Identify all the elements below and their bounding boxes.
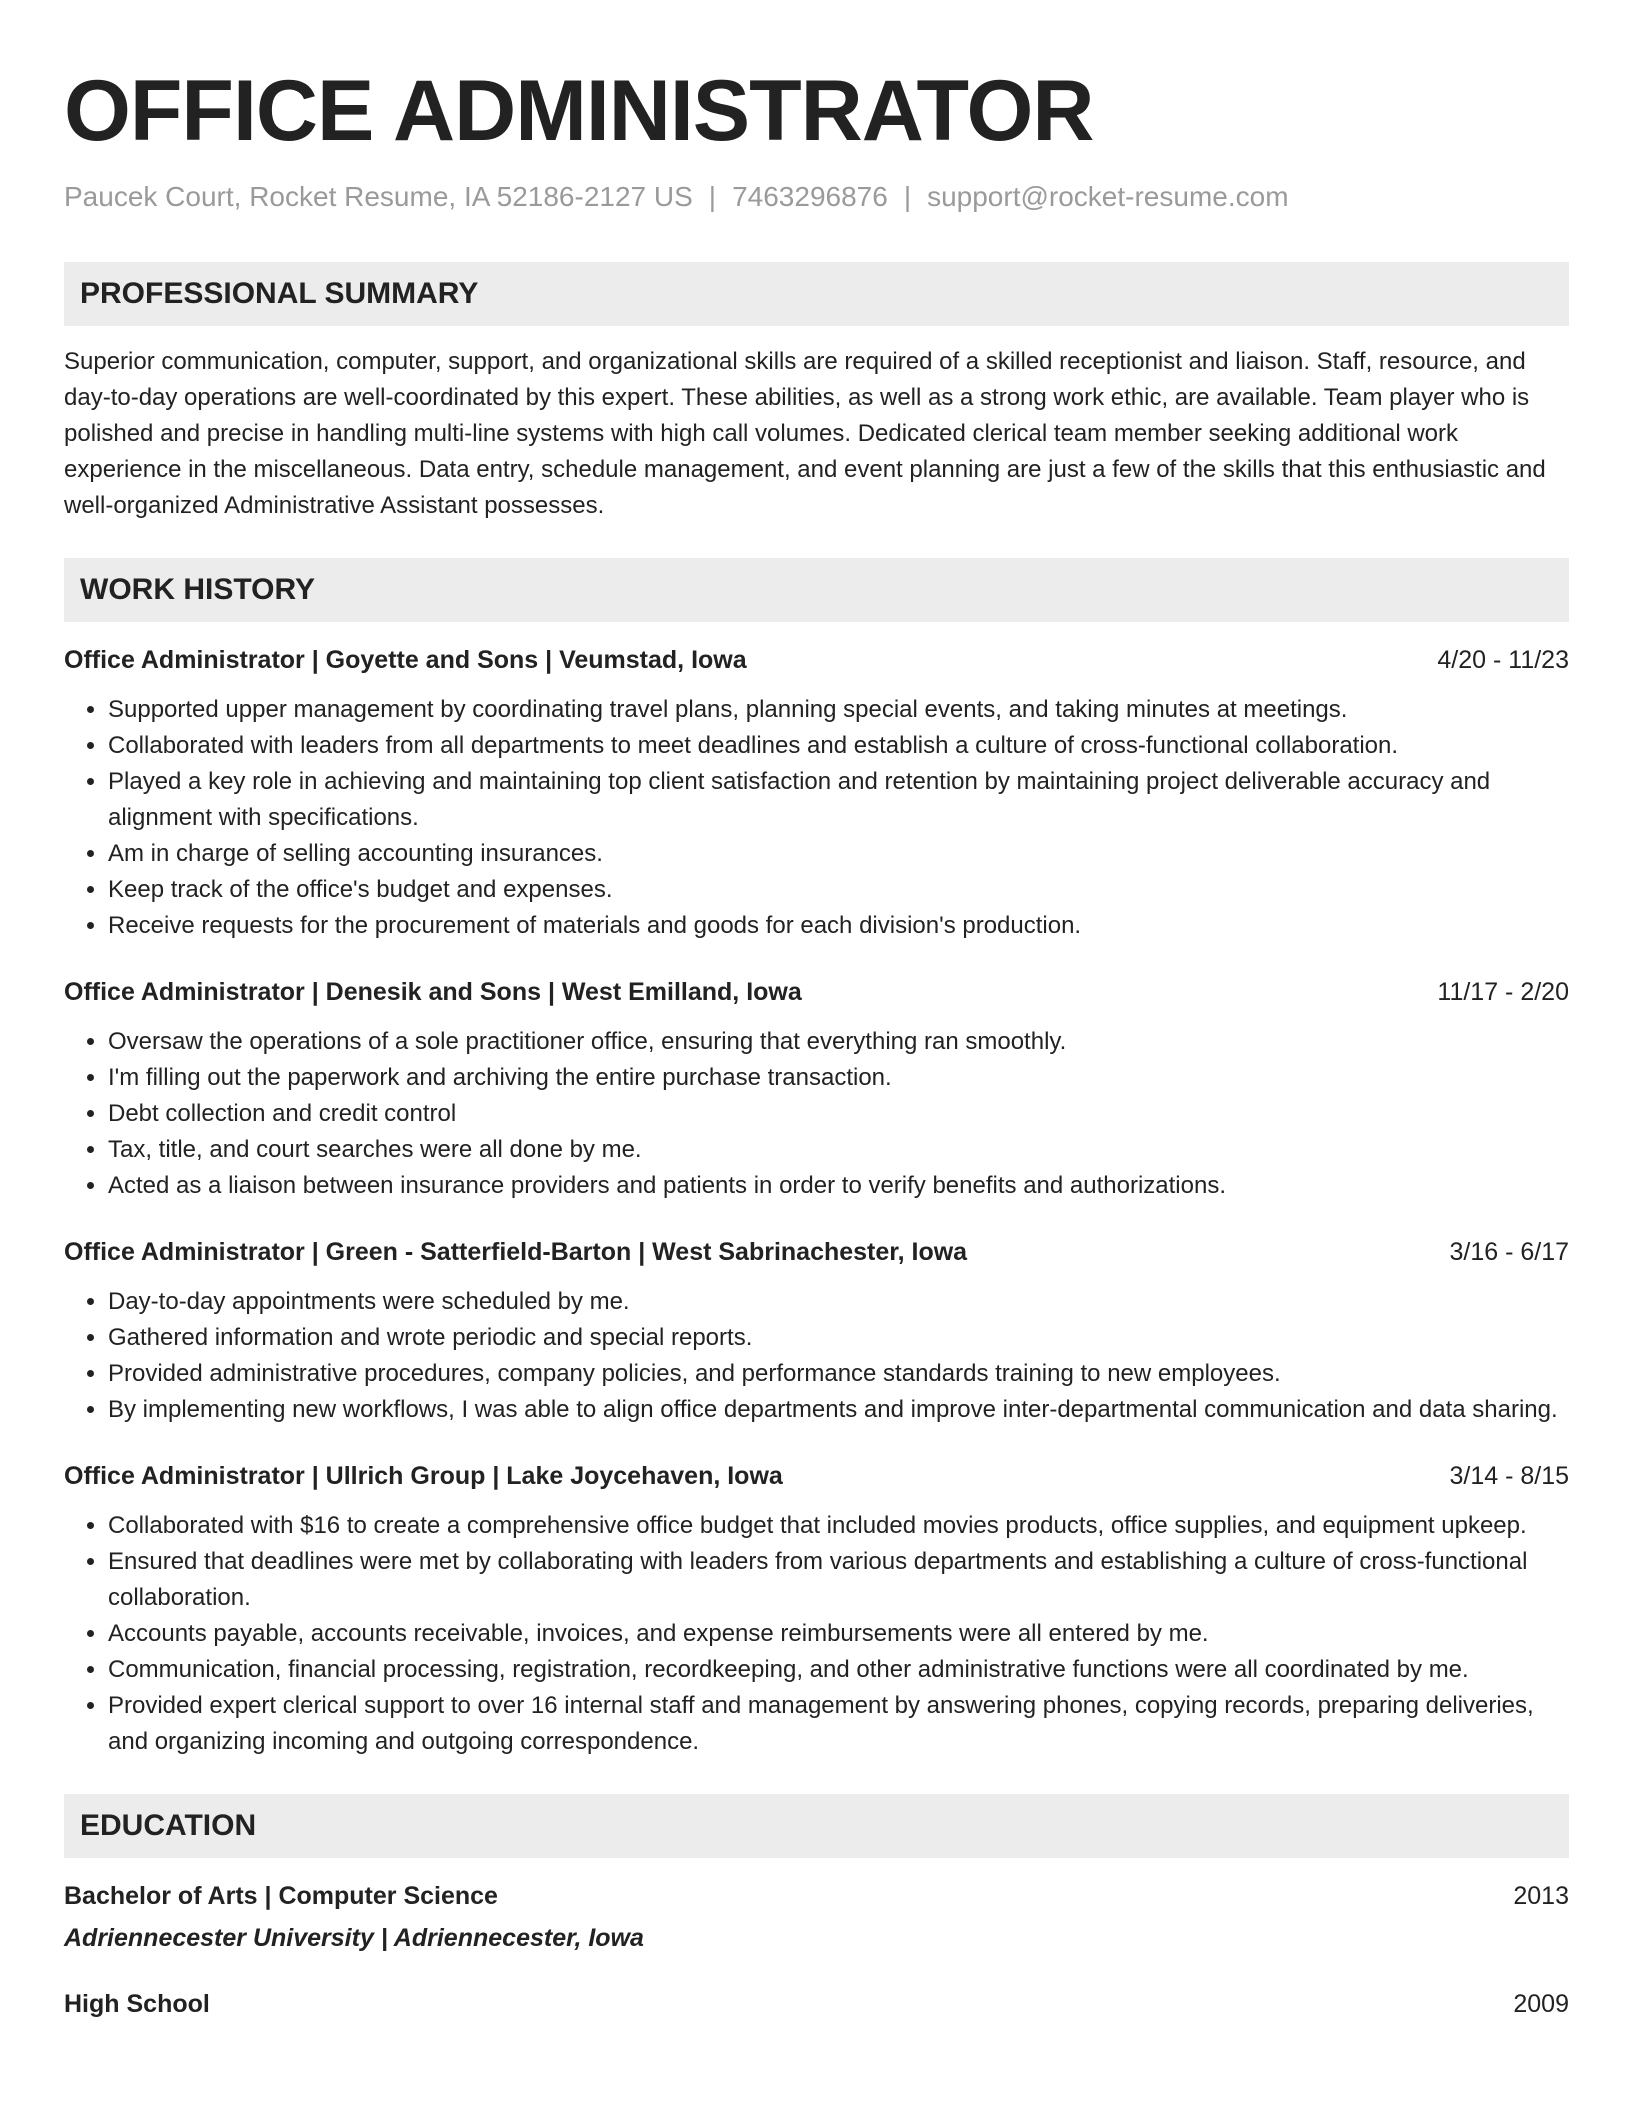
- job-dates: 3/14 - 8/15: [1449, 1461, 1569, 1490]
- bullet-item: • Gathered information and wrote periodic and special reports.: [108, 1320, 1569, 1356]
- bullet-item: • Acted as a liaison between insurance providers and patients in order to verify benefits and authorizations.: [108, 1168, 1569, 1204]
- job-dates: 3/16 - 6/17: [1449, 1237, 1569, 1266]
- section-heading-work-history: WORK HISTORY: [64, 558, 1569, 622]
- bullet-item: • Day-to-day appointments were scheduled by me.: [108, 1284, 1569, 1320]
- contact-phone: 7463296876: [732, 181, 888, 212]
- bullet-item: • Oversaw the operations of a sole practitioner office, ensuring that everything ran smoothly.: [108, 1024, 1569, 1060]
- job-dates: 11/17 - 2/20: [1437, 977, 1569, 1006]
- bullet-item: • Am in charge of selling accounting insurances.: [108, 836, 1569, 872]
- section-heading-summary: PROFESSIONAL SUMMARY: [64, 262, 1569, 326]
- education-header: [64, 1878, 1569, 1914]
- job-header: [64, 1458, 1569, 1494]
- education-entry: [64, 1878, 1569, 1956]
- education-degree: High School: [64, 1989, 210, 2018]
- bullet-item: • I'm filling out the paperwork and archiving the entire purchase transaction.: [108, 1060, 1569, 1096]
- job-bullets: [64, 1284, 1569, 1428]
- bullet-item: • Debt collection and credit control: [108, 1096, 1569, 1132]
- education-degree: Bachelor of Arts | Computer Science: [64, 1881, 498, 1910]
- job-entry: [64, 1234, 1569, 1428]
- job-header: [64, 1234, 1569, 1270]
- job-dates: 4/20 - 11/23: [1437, 645, 1569, 674]
- education-year: 2009: [1513, 1989, 1569, 2018]
- education-school: Adriennecester University | Adriennecester, Iowa: [64, 1923, 644, 1952]
- job-title: Office Administrator | Goyette and Sons | Veumstad, Iowa: [64, 645, 747, 674]
- bullet-item: • Collaborated with $16 to create a comprehensive office budget that included movies products, office supplies, and equipment upkeep.: [108, 1508, 1569, 1544]
- job-header: [64, 642, 1569, 678]
- bullet-item: • Ensured that deadlines were met by collaborating with leaders from various departments and establishing a culture of cross-functional collaboration.: [108, 1544, 1569, 1616]
- bullet-item: • Supported upper management by coordinating travel plans, planning special events, and taking minutes at meetings.: [108, 692, 1569, 728]
- bullet-item: • By implementing new workflows, I was able to align office departments and improve inter-departmental communication and data sharing.: [108, 1392, 1569, 1428]
- job-entry: [64, 974, 1569, 1204]
- section-heading-education: EDUCATION: [64, 1794, 1569, 1858]
- contact-address: Paucek Court, Rocket Resume, IA 52186-2127 US: [64, 181, 693, 212]
- education-entry: [64, 1986, 1569, 2022]
- bullet-item: • Keep track of the office's budget and expenses.: [108, 872, 1569, 908]
- bullet-item: • Provided administrative procedures, company policies, and performance standards training to new employees.: [108, 1356, 1569, 1392]
- bullet-item: • Played a key role in achieving and maintaining top client satisfaction and retention by maintaining project deliverable accuracy and alignment with specifications.: [108, 764, 1569, 836]
- contact-email: support@rocket-resume.com: [927, 181, 1289, 212]
- job-entry: [64, 1458, 1569, 1760]
- job-bullets: [64, 1508, 1569, 1760]
- job-entry: [64, 642, 1569, 944]
- job-header: [64, 974, 1569, 1010]
- education-header: [64, 1986, 1569, 2022]
- job-title: Office Administrator | Denesik and Sons | West Emilland, Iowa: [64, 977, 802, 1006]
- job-bullets: [64, 1024, 1569, 1204]
- summary-text: Superior communication, computer, support, and organizational skills are required of a skilled receptionist and liaison. Staff, resource, and day-to-day operations are well-coordinated by this expert. These abilities, as well as a strong work ethic, are available. Team player who is polished and precise in handling multi-line systems with high call volumes. Dedicated clerical team member seeking additional work experience in the miscellaneous. Data entry, schedule management, and event planning are just a few of the skills that this enthusiastic and well-organized Administrative Assistant possesses.: [64, 347, 1546, 519]
- bullet-item: • Receive requests for the procurement of materials and goods for each division's production.: [108, 908, 1569, 944]
- job-title: Office Administrator | Green - Satterfield-Barton | West Sabrinachester, Iowa: [64, 1237, 968, 1266]
- contact-separator: |: [708, 181, 717, 212]
- bullet-item: • Tax, title, and court searches were all done by me.: [108, 1132, 1569, 1168]
- candidate-title: OFFICE ADMINISTRATOR: [64, 63, 1094, 159]
- contact-line: [64, 180, 1569, 214]
- education-year: 2013: [1513, 1881, 1569, 1910]
- bullet-item: • Communication, financial processing, registration, recordkeeping, and other administrative functions were all coordinated by me.: [108, 1652, 1569, 1688]
- job-bullets: [64, 692, 1569, 944]
- bullet-item: • Collaborated with leaders from all departments to meet deadlines and establish a culture of cross-functional collaboration.: [108, 728, 1569, 764]
- job-title: Office Administrator | Ullrich Group | Lake Joycehaven, Iowa: [64, 1461, 783, 1490]
- contact-separator: |: [903, 181, 912, 212]
- bullet-item: • Accounts payable, accounts receivable, invoices, and expense reimbursements were all entered by me.: [108, 1616, 1569, 1652]
- bullet-item: • Provided expert clerical support to over 16 internal staff and management by answering phones, copying records, preparing deliveries, and organizing incoming and outgoing correspondence.: [108, 1688, 1569, 1760]
